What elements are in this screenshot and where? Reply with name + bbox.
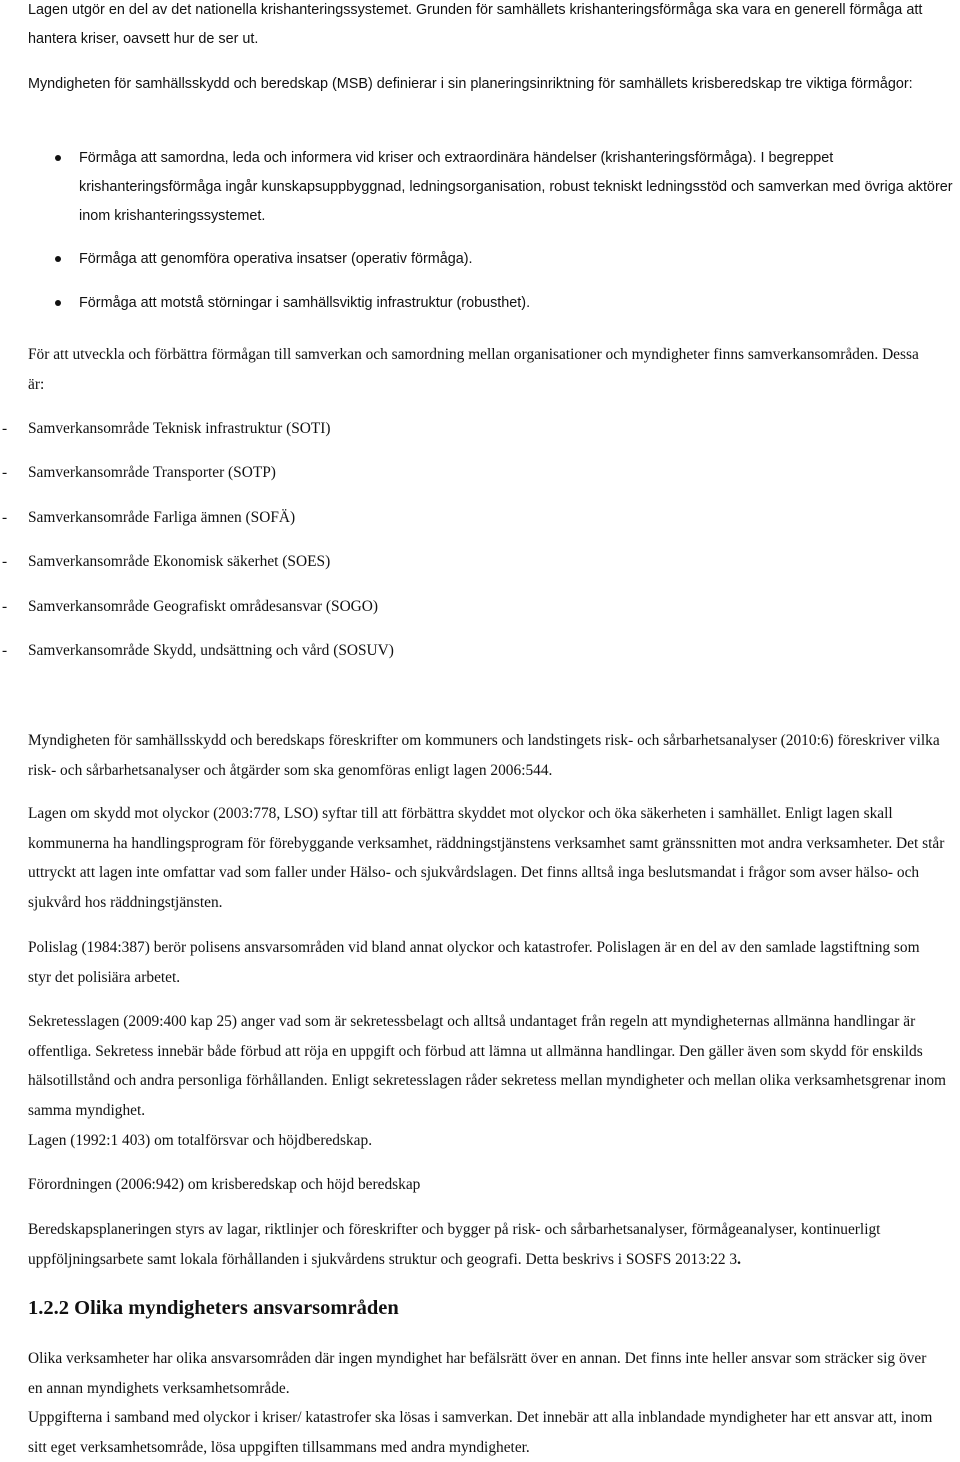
police-law-paragraph: Polislag (1984:387) berör polisens ansvarsområden vid bland annat olyckor och katastrofer. Polislagen är en del av den samlade lagstiftning som styr det polisiära arbetet. [28, 939, 920, 986]
total-defence-law-paragraph: Lagen (1992:1 403) om totalförsvar och höjdberedskap. [28, 1132, 373, 1149]
section-paragraph-1: Olika verksamheter har olika ansvarsområden där ingen myndighet har befälsrätt över en annan. Det finns inte heller ansvar som sträcker sig över en annan myndighets verksamhetsområde. [28, 1350, 927, 1397]
list-item-text: Samverkansområde Teknisk infrastruktur (SOTI) [28, 420, 331, 437]
dash-marker: - [2, 420, 8, 437]
msb-regulations-paragraph: Myndigheten för samhällsskydd och beredskaps föreskrifter om kommuners och landstingets risk- och sårbarhetsanalyser (2010:6) föreskriver vilka risk- och sårbarhetsanalyser och åtgärder som ska genomföras enligt lagen 2006:544. [28, 732, 940, 779]
list-item [0, 414, 940, 458]
list-item-text: Förmåga att genomföra operativa insatser (operativ förmåga). [79, 251, 473, 267]
list-item-text: Samverkansområde Skydd, undsättning och vård (SOSUV) [28, 641, 394, 659]
capabilities-list [55, 144, 955, 318]
cooperation-areas-list [0, 414, 940, 680]
intro-paragraph-1: Lagen utgör en del av det nationella krishanteringssystemet. Grunden för samhällets krishanteringsförmåga ska vara en generell förmåga att hantera kriser, oavsett hur de ser ut. [28, 2, 923, 47]
list-item [55, 144, 955, 231]
dash-marker: - [2, 641, 8, 659]
list-item [55, 289, 955, 318]
bullet-icon [55, 256, 61, 262]
dash-marker: - [2, 597, 8, 615]
list-item-text: Samverkansområde Geografiskt områdesansvar (SOGO) [28, 597, 379, 615]
list-item-text: Samverkansområde Transporter (SOTP) [28, 464, 276, 482]
bullet-icon [55, 300, 61, 306]
list-item [0, 636, 940, 680]
bullet-icon [55, 155, 61, 161]
section-heading: 1.2.2 Olika myndigheters ansvarsområden [28, 1297, 399, 1319]
dash-marker: - [2, 508, 8, 526]
dash-marker: - [2, 553, 8, 571]
secrecy-law-paragraph: Sekretesslagen (2009:400 kap 25) anger vad som är sekretessbelagt och alltså undantaget från regeln att myndigheternas allmänna handlingar är offentliga. Sekretess innebär både förbud att röja en uppgift och förbud att lämna ut allmänna handlingar. Den gäller även som skydd för enskilds hälsotillstånd och andra personliga förhållanden. Enligt sekretesslagen råder sekretess mellan myndigheter och mellan olika verksamhetsgrenar inom samma myndighet. [28, 1013, 947, 1119]
preparedness-planning-end: . [737, 1250, 741, 1268]
list-item [0, 592, 940, 636]
section-paragraph-2: Uppgifterna i samband med olyckor i kriser/ katastrofer ska lösas i samverkan. Det innebär att alla inblandade myndigheter har ett ansvar att, inom sitt eget verksamhetsområde, lösa uppgiften tillsammans med andra myndigheter. [28, 1409, 933, 1456]
list-item [0, 503, 940, 547]
list-item-text: Förmåga att motstå störningar i samhällsviktig infrastruktur (robusthet). [79, 295, 531, 311]
cooperation-intro: För att utveckla och förbättra förmågan till samverkan och samordning mellan organisationer och myndigheter finns samverkansområden. Dessa är: [28, 346, 919, 393]
list-item-text: Samverkansområde Ekonomisk säkerhet (SOES) [28, 553, 331, 571]
intro-paragraph-2: Myndigheten för samhällsskydd och beredskap (MSB) definierar i sin planeringsinriktning för samhällets krisberedskap tre viktiga förmågor: [28, 76, 913, 92]
list-item-text: Samverkansområde Farliga ämnen (SOFÄ) [28, 508, 296, 526]
list-item [0, 547, 940, 591]
list-item [55, 245, 955, 274]
list-item-text: Förmåga att samordna, leda och informera vid kriser och extraordinära händelser (krishanteringsförmåga). I begreppet krishanteringsförmåga ingår kunskapsuppbyggnad, ledningsorganisation, robust tekniskt ledningsstöd och samverkan med övriga aktörer inom krishanteringssystemet. [79, 150, 953, 224]
lso-paragraph: Lagen om skydd mot olyckor (2003:778, LSO) syftar till att förbättra skyddet mot olyckor och öka säkerheten i samhället. Enligt lagen skall kommunerna ha handlingsprogram för förebyggande verksamhet, räddningstjänstens verksamhet samt gränssnitten mot andra verksamheter. Det står uttryckt att lagen inte omfattar vad som faller under Hälso- och sjukvårdslagen. Det finns alltså inga beslutsmandat i frågor som avser hälso- och sjukvård hos räddningstjänsten. [28, 805, 945, 911]
ordinance-paragraph: Förordningen (2006:942) om krisberedskap och höjd beredskap [28, 1176, 421, 1193]
dash-marker: - [2, 464, 8, 482]
preparedness-planning-paragraph [28, 1215, 948, 1274]
list-item [0, 458, 940, 502]
preparedness-planning-text: Beredskapsplaneringen styrs av lagar, riktlinjer och föreskrifter och bygger på risk- och sårbarhetsanalyser, förmågeanalyser, kontinuerligt uppföljningsarbete samt lokala förhållanden i sjukvårdens struktur och geografi. Detta beskrivs i SOSFS 2013:22 3 [28, 1221, 881, 1268]
